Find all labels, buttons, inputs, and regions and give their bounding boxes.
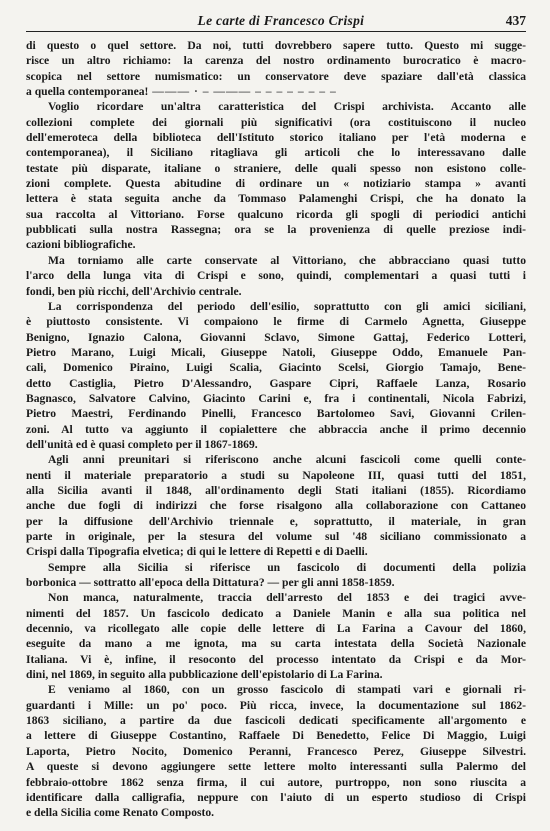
text-line: eseguite da mano a me ignota, ma su carta intestata della Società Nazionale xyxy=(26,637,526,651)
text-line: dini, nel 1869, in seguito alla pubblicazione dell'epistolario di La Farina. xyxy=(26,668,383,682)
text-line: l'arco della lunga vita di Crispi e sono, quindi, complementari a quasi tutti i xyxy=(26,269,526,283)
paragraph xyxy=(26,253,526,299)
text-line: Pietro Maestri, Ferdinando Pinelli, Francesco Bartolomeo Savi, Giovanni Crilen- xyxy=(26,407,526,421)
paragraph xyxy=(26,560,526,591)
paragraph xyxy=(26,682,526,820)
text-line: Non manca, naturalmente, traccia dell'arresto del 1853 e dei tragici avve- xyxy=(48,591,526,605)
text-line: Bagnasco, Salvatore Calvino, Giacinto Carini e, fra i continentali, Nicola Fabrizi, xyxy=(26,391,526,405)
text-line: Voglio ricordare un'altra caratteristica del Crispi archivista. Accanto alle xyxy=(48,100,526,114)
text-line: e della Sicilia come Renato Composto. xyxy=(26,806,215,820)
text-line: cazioni bibliografiche. xyxy=(26,238,136,252)
text-line: nenti il materiale preparatorio a studi su Napoleone III, quasi tutti del 1851, xyxy=(26,468,526,482)
text-line: guardanti i Mille: un po' poco. Più ricca, invece, la documentazione sul 1862- xyxy=(26,698,526,712)
text-line: borbonica — sottratto all'epoca della Dittatura? — per gli anni 1858-1859. xyxy=(26,576,395,590)
text-line: pubblicati sulla nostra Rassegna; ora se la provenienza di quelle preziose indi- xyxy=(26,223,526,237)
text-line: identificare dalla calligrafia, neppure con l'aiuto di un esperto studioso di Crispi xyxy=(26,790,526,804)
text-line: sua raccolta al Vittoriano. Forse qualcuno ricorda gli spogli di periodici antichi xyxy=(26,207,526,221)
text-line: testate più disparate, italiane o straniere, delle quali spesso non esistono colle- xyxy=(26,161,526,175)
text-line: La corrispondenza del periodo dell'esilio, soprattutto con gli amici siciliani, xyxy=(48,299,526,313)
text-line: è piuttosto consistente. Vi compaiono le firme di Carmelo Agnetta, Giuseppe xyxy=(26,315,526,329)
text-line: a quella contemporanea! ——— · – ——— – – – – – – – – xyxy=(26,85,337,99)
text-line: zioni complete. Questa abitudine di ordinare un « notiziario stampa » avanti xyxy=(26,177,526,191)
paragraph xyxy=(26,38,526,99)
page-number: 437 xyxy=(505,13,526,28)
text-line: Benigno, Ignazio Calona, Giovanni Sclavo, Simone Gattaj, Federico Lotteri, xyxy=(26,330,526,344)
text-line: fondi, ben più ricchi, dell'Archivio centrale. xyxy=(26,284,242,298)
paragraph xyxy=(26,590,526,682)
text-line: scopica nel settore numismatico: un conservatore deve spaziare dall'età classica xyxy=(26,69,526,83)
text-line: Ma torniamo alle carte conservate al Vittoriano, che abbracciano quasi tutto xyxy=(48,253,526,267)
paragraph xyxy=(26,452,526,559)
text-line: A queste si devono aggiungere sette lettere molto interessanti sulla Palermo del xyxy=(26,760,526,774)
editorial-marks: ——— · – ——— – – – – – – – – xyxy=(148,85,337,99)
text-line: alla Sicilia avanti il 1848, all'ordinamento degli Stati italiani (1855). Ricordiamo xyxy=(26,483,526,497)
paragraph xyxy=(26,99,526,252)
text-line: nimenti del 1857. Un fascicolo dedicato a Daniele Manin e alla sua politica nel xyxy=(26,606,526,620)
text-line: dell'unità ed è quasi completo per il 1867-1869. xyxy=(26,437,258,451)
text-line: Crispi dalla Tipografia elvetica; di qui le lettere di Repetti e di Daelli. xyxy=(26,545,368,559)
text-line: per la diffusione dell'Archivio triennale e, soprattutto, il materiale, in gran xyxy=(26,514,526,528)
text-line: anche due fogli di indirizzi che forse risalgono alla collaborazione con Cattaneo xyxy=(26,499,526,513)
text-line: Agli anni preunitari si riferiscono anche alcuni fascicoli come quelli conte- xyxy=(48,453,526,467)
text-line: decennio, va ricollegato alle copie delle lettere di La Farina a Cavour del 1860, xyxy=(26,622,526,636)
paragraph xyxy=(26,299,526,452)
text-line: cali, Domenico Piraino, Luigi Scalia, Giacinto Scelsi, Giorgio Tamajo, Bene- xyxy=(26,361,526,375)
text-line: dell'emeroteca della biblioteca dell'Istituto storico italiano per l'età moderna e xyxy=(26,131,526,145)
text-line: collezioni complete dei giornali più significativi (ora costituiscono il nucleo xyxy=(26,115,526,129)
text-line: febbraio-ottobre 1862 senza firma, il cui autore, purtroppo, non sono riuscita a xyxy=(26,775,526,789)
text-line: contemporanea), il Siciliano ritagliava gli articoli che lo interessavano dalle xyxy=(26,146,526,160)
body-text xyxy=(26,38,526,821)
text-line: di questo o quel settore. Da noi, tutti dovrebbero sapere tutto. Questo mi sugge- xyxy=(26,39,526,52)
text-line: Pietro Marano, Luigi Micali, Giuseppe Natoli, Giuseppe Oddo, Emanuele Pan- xyxy=(26,345,526,359)
running-head-title: Le carte di Francesco Crispi xyxy=(197,13,365,28)
text-line: 1863 siciliano, a partire da due fascicoli dedicati specificamente all'argomento e xyxy=(26,714,526,728)
text-line: Italiana. Vi è, infine, il resoconto del processo intentato da Crispi e da Mor- xyxy=(26,652,526,666)
text-line: Laporta, Pietro Nocito, Domenico Peranni, Francesco Perez, Giuseppe Silvestri. xyxy=(26,744,526,758)
text-line: a lettere di Giuseppe Costantino, Raffaele Di Benedetto, Felice Di Maggio, Luigi xyxy=(26,729,526,743)
running-head xyxy=(26,10,526,32)
text-line: zoni. Al tutto va aggiunto il copialettere che abbraccia anche il primo decennio xyxy=(26,422,526,436)
text-line: E veniamo al 1860, con un grosso fascicolo di stampati vari e giornali ri- xyxy=(48,683,526,697)
text-line: parte in originale, per la stesura del volume sul '48 siciliano commissionato a xyxy=(26,530,526,543)
text-line: detto Castiglia, Pietro D'Alessandro, Gaspare Cipri, Raffaele Lanza, Rosario xyxy=(26,376,526,390)
text-line: lettera è stata seguita anche da Tommaso Palamenghi Crispi, che ha donato la xyxy=(26,192,526,206)
text-line: risce un altro richiamo: la carenza del nostro ordinamento burocratico è macro- xyxy=(26,54,526,68)
text-line: Sempre alla Sicilia si riferisce un fascicolo di documenti della polizia xyxy=(48,560,526,574)
